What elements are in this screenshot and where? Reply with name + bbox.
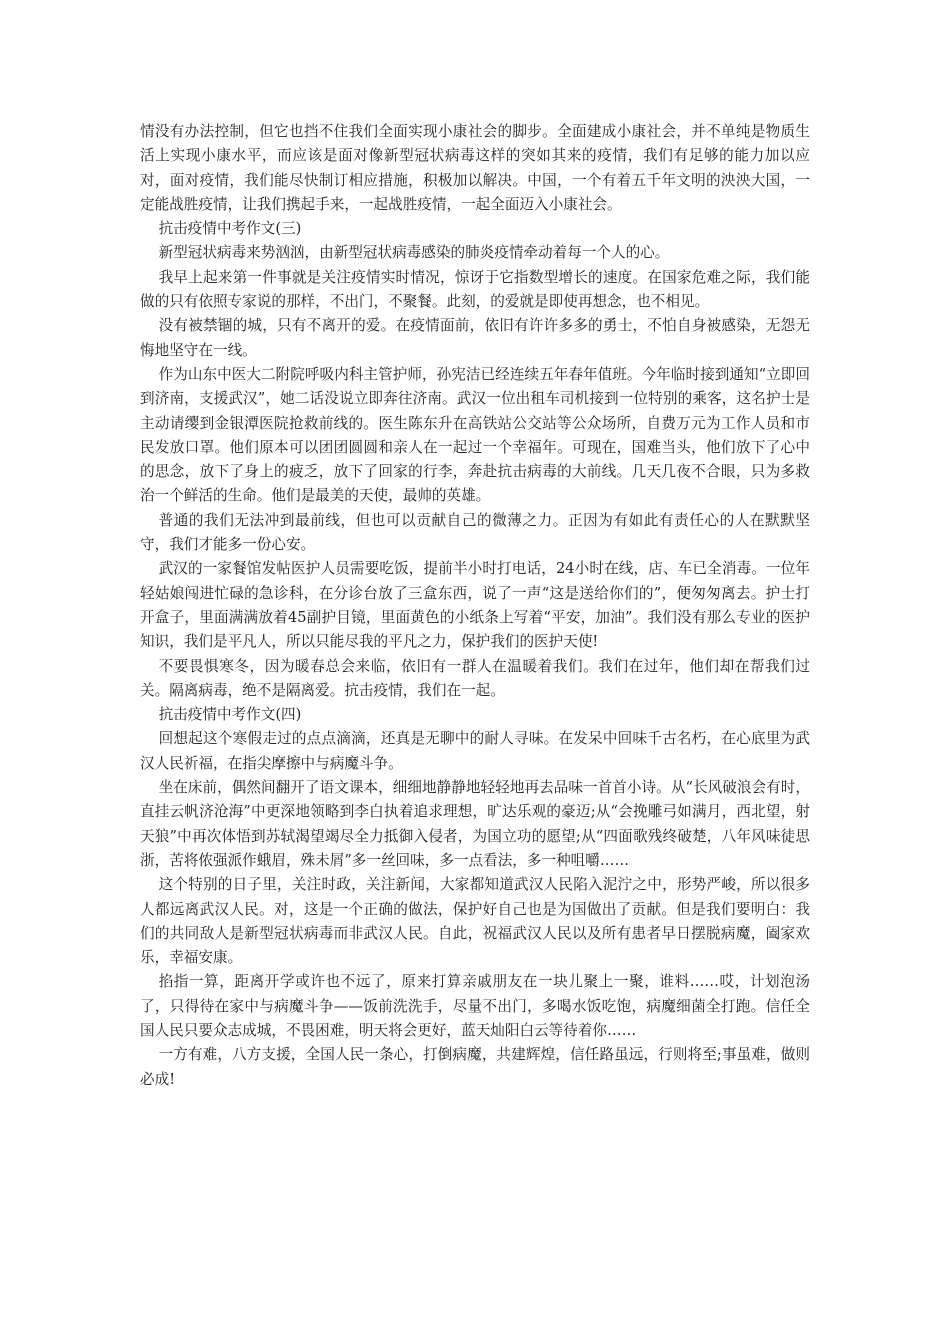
paragraph: 没有被禁锢的城，只有不离开的爱。在疫情面前，依旧有许许多多的勇士，不怕自身被感染，无怨无悔地坚守在一线。 xyxy=(140,317,810,359)
paragraph: 坐在床前，偶然间翻开了语文课本，细细地静静地轻轻地再去品味一首首小诗。从“长风破浪会有时，直挂云帆济沧海”中更深地领略到李白执着追求理想，旷达乐观的豪迈;从“会挽雕弓如满月，西北望，射天狼”中再次体悟到苏轼渴望竭尽全力抵御入侵者，为国立功的愿望;从“四面歌残终破楚，八年风味徒思浙，苦将侬强派作蛾眉，殊未屑”多一丝回味，多一点看法，多一种咀嚼…… xyxy=(140,779,810,869)
paragraph: 不要畏惧寒冬，因为暖春总会来临，依旧有一群人在温暖着我们。我们在过年，他们却在帮我们过关。隔离病毒，绝不是隔离爱。抗击疫情，我们在一起。 xyxy=(140,657,810,699)
document-page xyxy=(140,120,810,1092)
paragraph: 一方有难，八方支援，全国人民一条心，打倒病魔，共建辉煌，信任路虽远，行则将至;事虽难，做则必成! xyxy=(140,1046,810,1088)
paragraph: 我早上起来第一件事就是关注疫情实时情况，惊讶于它指数型增长的速度。在国家危难之际，我们能做的只有依照专家说的那样，不出门，不聚餐。此刻，的爱就是即使再想念，也不相见。 xyxy=(140,268,810,311)
paragraph: 作为山东中医大二附院呼吸内科主管护师，孙宪洁已经连续五年春年值班。今年临时接到通知“立即回到济南，支援武汉”，她二话没说立即奔往济南。武汉一位出租车司机接到一位特别的乘客，这名护士是主动请缨到金银潭医院抢救前线的。医生陈东升在高铁站公交站等公众场所，自费万元为工作人员和市民发放口罩。他们原本可以团团圆圆和亲人在一起过一个幸福年。可现在，国难当头，他们放下了心中的思念，放下了身上的疲乏，放下了回家的行李，奔赴抗击病毒的大前线。几天几夜不合眼，只为多救治一个鲜活的生命。他们是最美的天使，最帅的英雄。 xyxy=(140,365,810,505)
paragraph: 掐指一算，距离开学或许也不远了，原来打算亲戚朋友在一块儿聚上一聚，谁料……哎，计划泡汤了，只得待在家中与病魔斗争——饭前洗洗手，尽量不出门，多喝水饭吃饱，病魔细菌全打跑。信任全国人民只要众志成城，不畏困难，明天将会更好，蓝天灿阳白云等待着你…… xyxy=(140,973,810,1039)
section-heading-4: 抗击疫情中考作文(四) xyxy=(158,706,302,724)
paragraph: 这个特别的日子里，关注时政，关注新闻，大家都知道武汉人民陷入泥泞之中，形势严峻，所以很多人都远离武汉人民。对，这是一个正确的做法，保护好自己也是为国做出了贡献。但是我们要明白：我们的共同敌人是新型冠状病毒而非武汉人民。自此，祝福武汉人民以及所有患者早日摆脱病魔，阖家欢乐，幸福安康。 xyxy=(140,876,810,967)
paragraph: 新型冠状病毒来势汹汹，由新型冠状病毒感染的肺炎疫情牵动着每一个人的心。 xyxy=(158,244,670,262)
paragraph-continued: 情没有办法控制，但它也挡不住我们全面实现小康社会的脚步。全面建成小康社会，并不单纯是物质生活上实现小康水平，而应该是面对像新型冠状病毒这样的突如其来的疫情，我们有足够的能力加以应对，面对疫情，我们能尽快制订相应措施，积极加以解决。中国，一个有着五千年文明的泱泱大国，一定能战胜疫情，让我们携起手来，一起战胜疫情，一起全面迈入小康社会。 xyxy=(140,123,810,213)
paragraph: 回想起这个寒假走过的点点滴滴，还真是无聊中的耐人寻味。在发呆中回味千古名朽，在心底里为武汉人民祈福，在指尖摩擦中与病魔斗争。 xyxy=(140,730,810,772)
paragraph: 普通的我们无法冲到最前线，但也可以贡献自己的微薄之力。正因为有如此有责任心的人在默默坚守，我们才能多一份心安。 xyxy=(140,511,810,554)
paragraph: 武汉的一家餐馆发帖医护人员需要吃饭，提前半小时打电话，24小时在线，店、车已全消毒。一位年轻姑娘闯进忙碌的急诊科，在分诊台放了三盒东西，说了一声“这是送给你们的”，便匆匆离去。护士打开盒子，里面满满放着45副护目镜，里面黄色的小纸条上写着“平安，加油”。我们没有那么专业的医护知识，我们是平凡人，所以只能尽我的平凡之力，保护我们的医护天使! xyxy=(140,560,810,651)
section-heading-3: 抗击疫情中考作文(三) xyxy=(158,220,302,238)
